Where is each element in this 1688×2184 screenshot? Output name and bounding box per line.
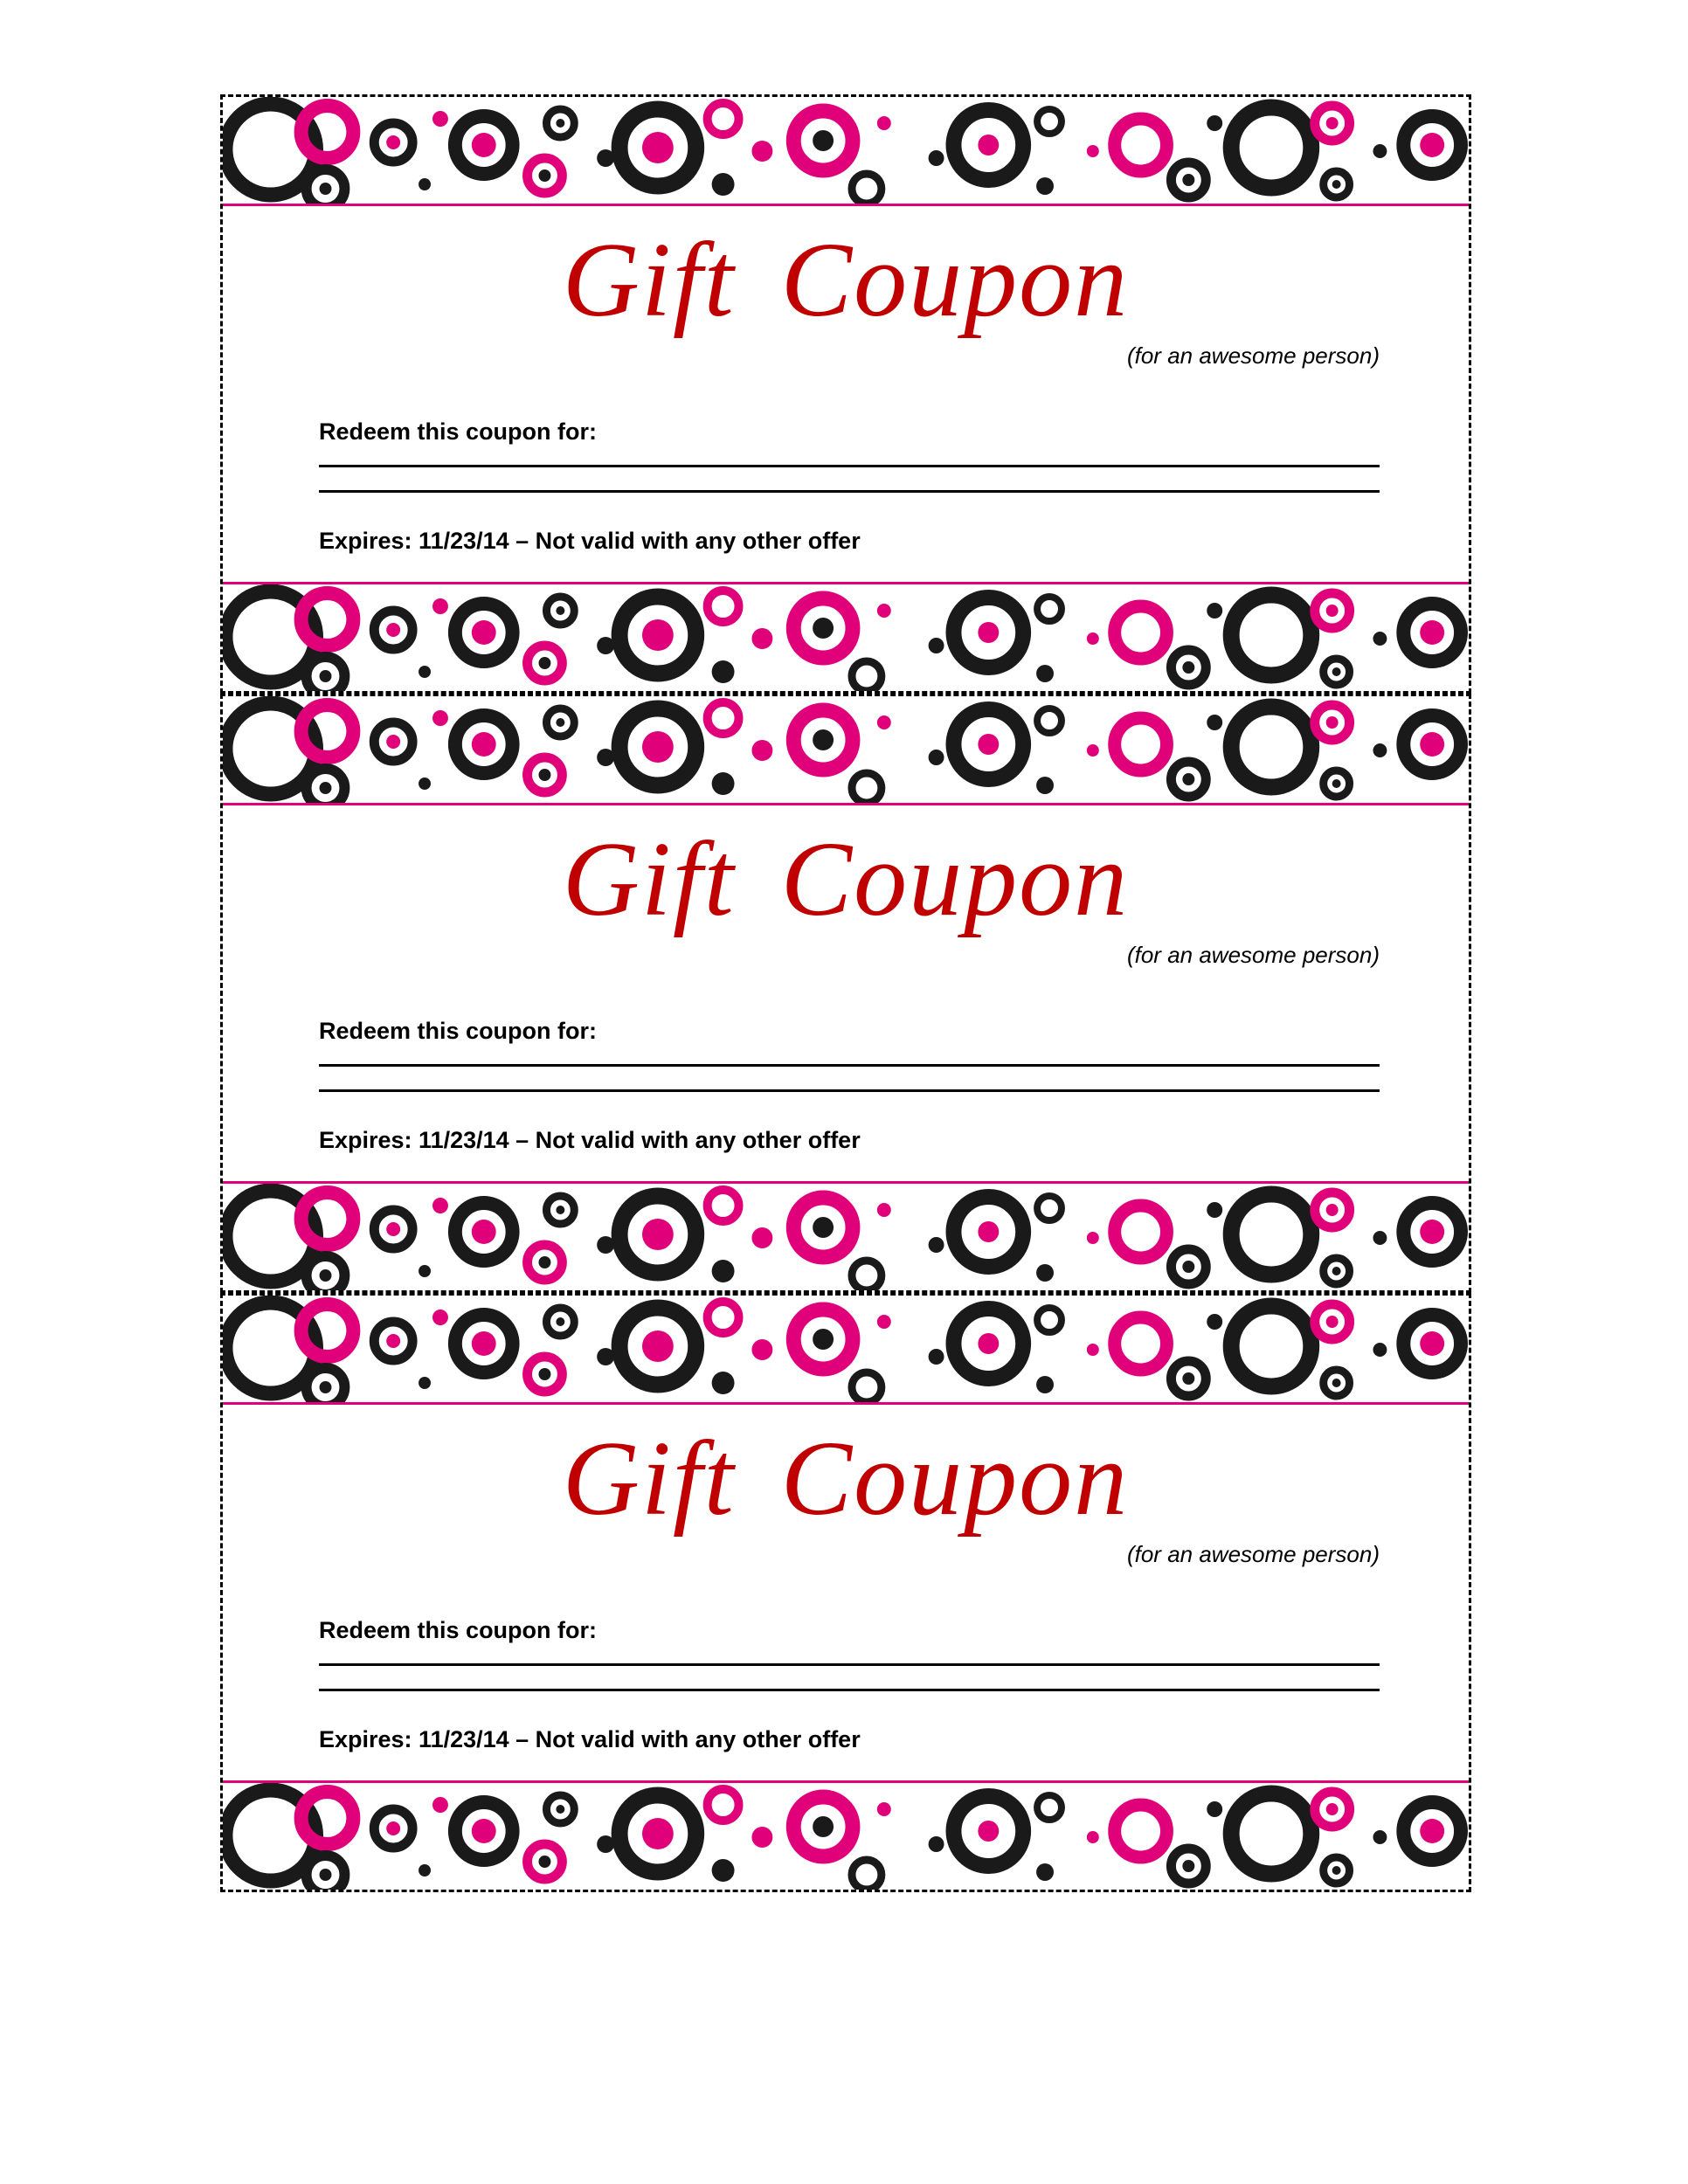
coupon-3-body [223, 1405, 1469, 1780]
coupon-1-title-word2: Coupon [780, 221, 1130, 339]
coupon-2-title-word1: Gift [562, 820, 736, 938]
coupon-1-subtitle: (for an awesome person) [1126, 342, 1380, 370]
decorative-circle-band-top-1 [223, 97, 1469, 206]
coupon-3-subtitle: (for an awesome person) [1126, 1541, 1380, 1568]
coupon-3-write-line-1[interactable] [319, 1663, 1380, 1666]
coupon-3-title-word2: Coupon [780, 1420, 1130, 1538]
coupon-2-body [223, 805, 1469, 1181]
coupon-3-title-word1: Gift [562, 1420, 736, 1538]
coupon-1-body [223, 206, 1469, 582]
coupon-2-redeem-label: Redeem this coupon for: [319, 1018, 598, 1045]
coupon-2-expires-text: Expires: 11/23/14 – Not valid with any other offer [319, 1127, 861, 1154]
decorative-circle-band-bottom-3 [223, 1780, 1469, 1890]
coupon-1-expires-text: Expires: 11/23/14 – Not valid with any other offer [319, 528, 861, 555]
coupon-1-title [268, 206, 1423, 339]
coupon-2-write-line-2[interactable] [319, 1089, 1380, 1092]
decorative-circle-band-top-3 [223, 1296, 1469, 1405]
decorative-circle-band-bottom-1 [223, 582, 1469, 691]
decorative-circle-band-bottom-2 [223, 1181, 1469, 1290]
coupon-sheet [220, 94, 1471, 2090]
coupon-2-write-line-1[interactable] [319, 1064, 1380, 1067]
decorative-circle-band-top-2 [223, 696, 1469, 805]
coupon-3-title [268, 1405, 1423, 1538]
coupon-2-title [268, 805, 1423, 938]
coupon-1-redeem-label: Redeem this coupon for: [319, 418, 598, 446]
coupon-2 [220, 694, 1471, 1293]
coupon-3 [220, 1293, 1471, 1892]
coupon-3-redeem-label: Redeem this coupon for: [319, 1617, 598, 1644]
coupon-1-title-word1: Gift [562, 221, 736, 339]
coupon-3-write-line-2[interactable] [319, 1689, 1380, 1691]
coupon-2-subtitle: (for an awesome person) [1126, 942, 1380, 969]
coupon-3-expires-text: Expires: 11/23/14 – Not valid with any other offer [319, 1726, 861, 1753]
coupon-1-write-line-2[interactable] [319, 490, 1380, 493]
coupon-2-title-word2: Coupon [780, 820, 1130, 938]
coupon-1-write-line-1[interactable] [319, 465, 1380, 467]
coupon-1 [220, 94, 1471, 694]
